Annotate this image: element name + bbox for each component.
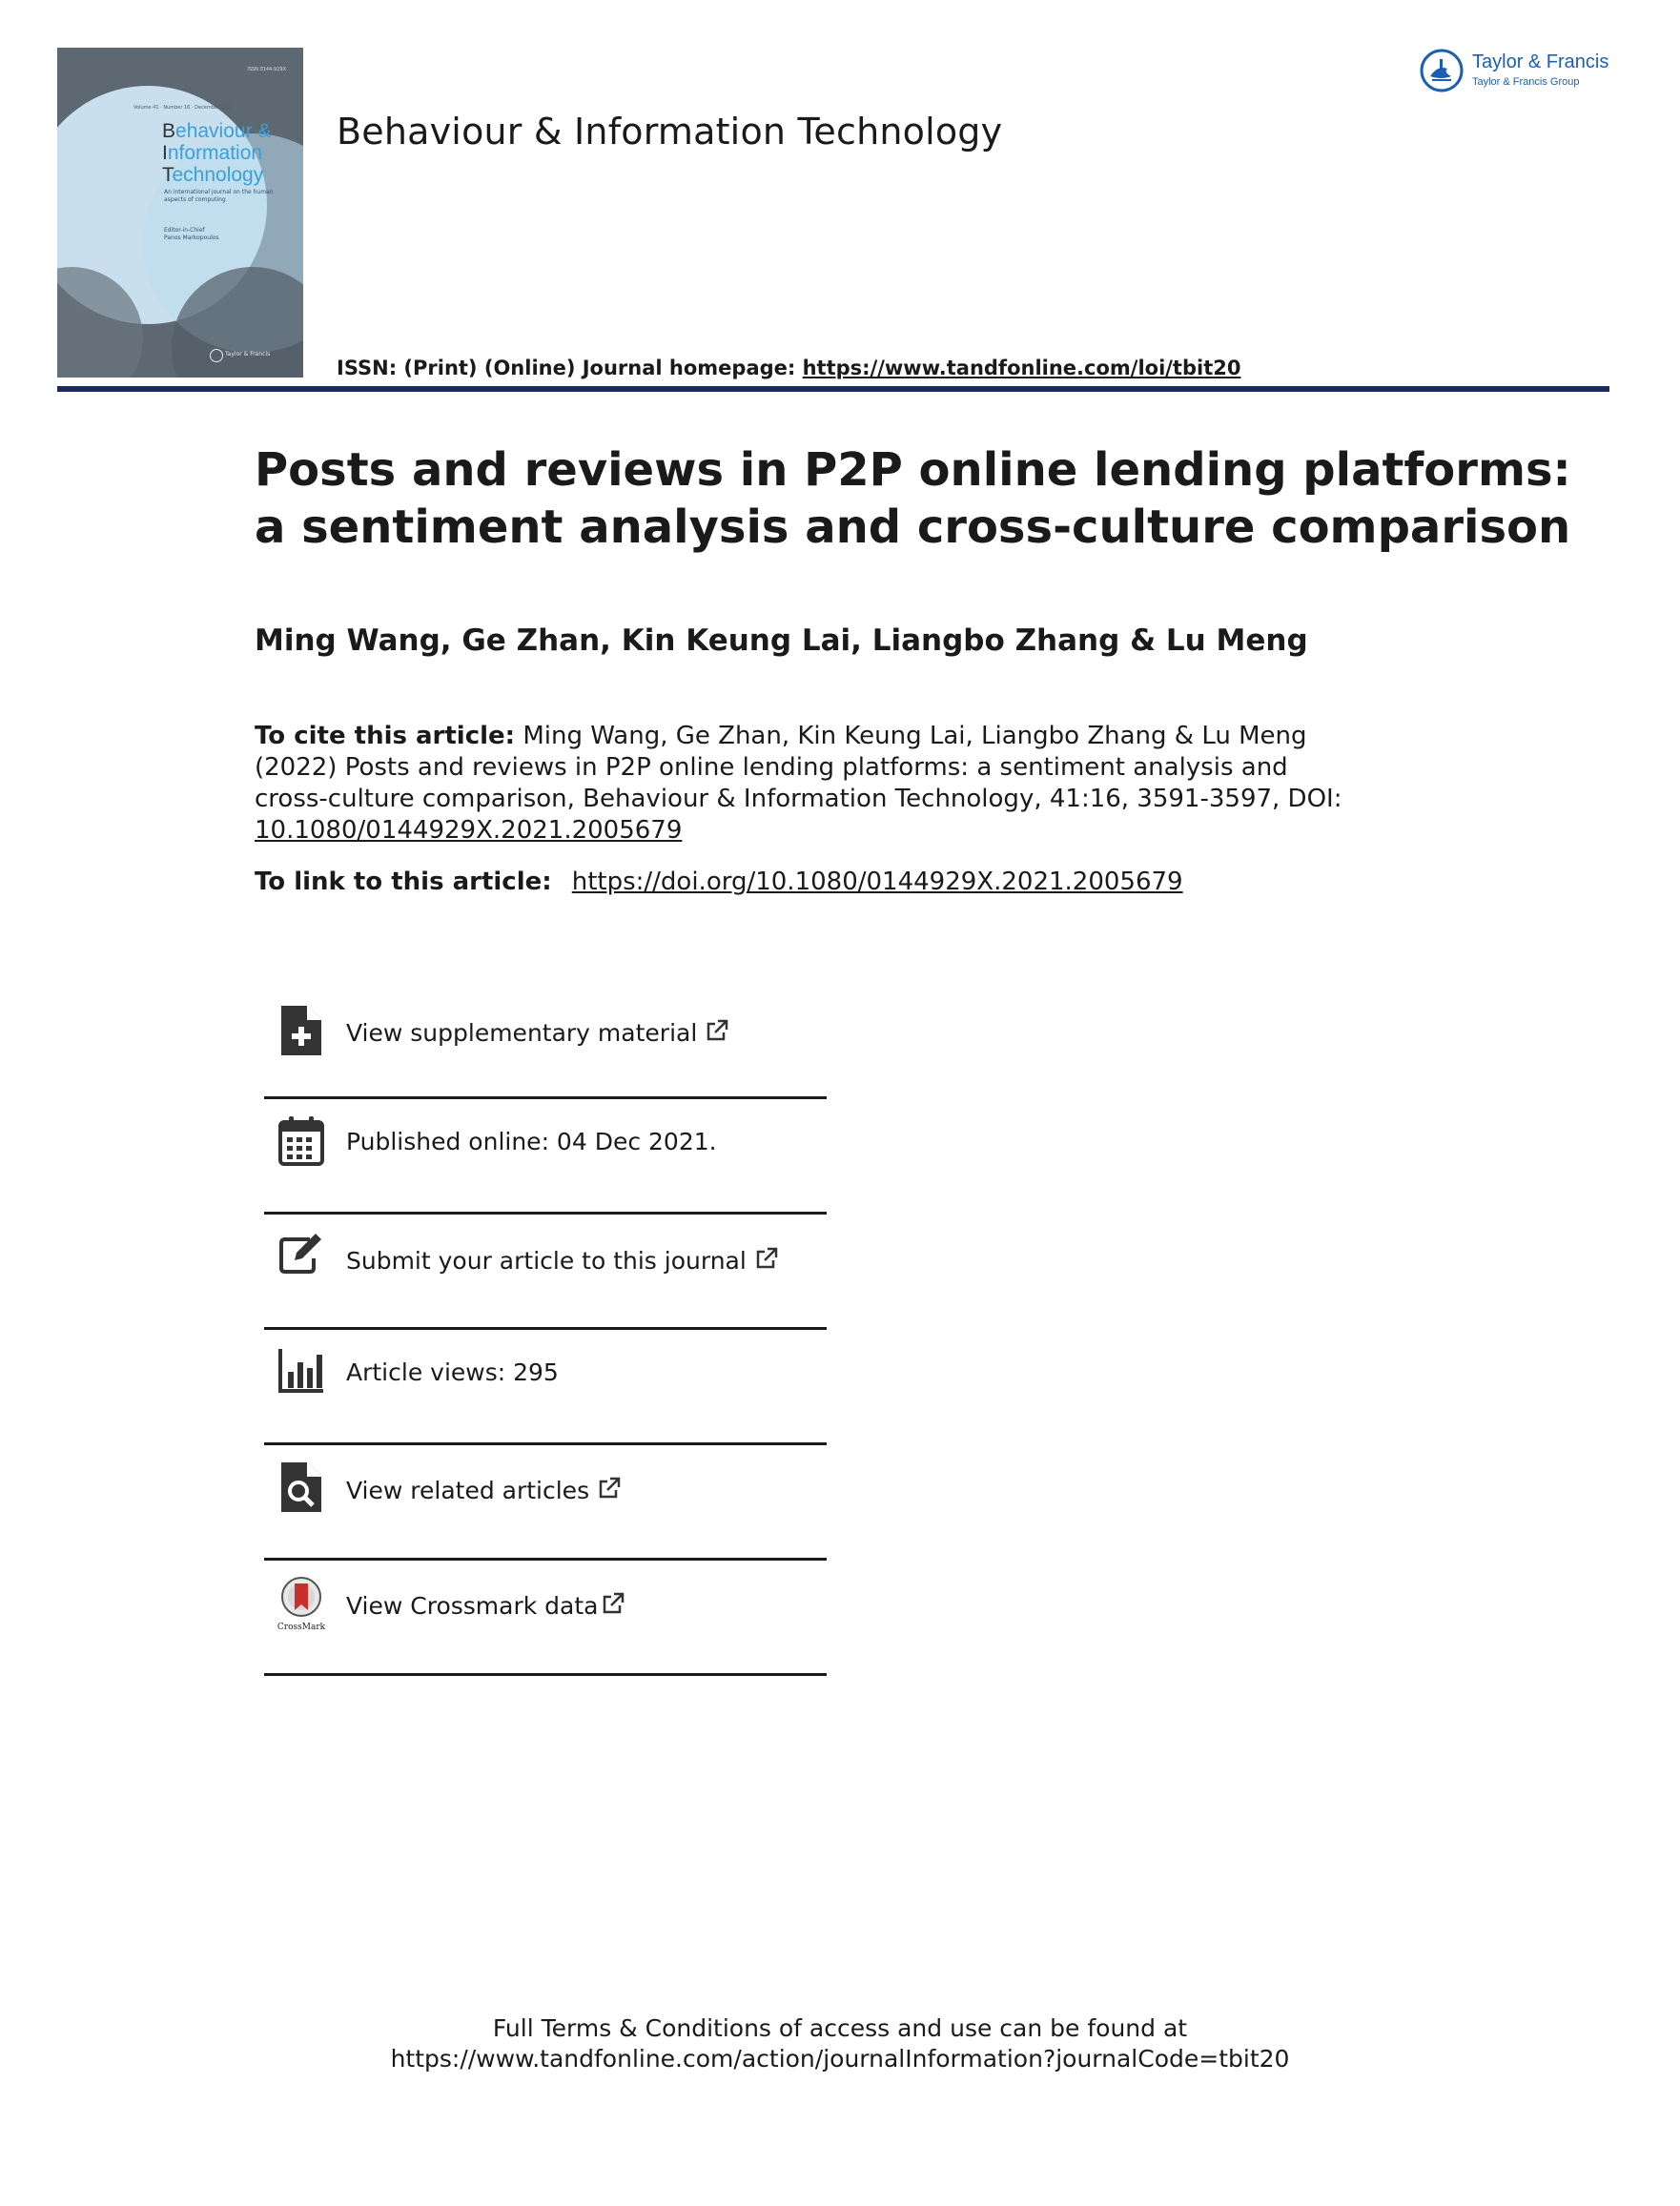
link-label: To link to this article: <box>255 868 561 896</box>
footer-line-1: Full Terms & Conditions of access and use can be found at <box>492 2014 1188 2042</box>
journal-title: Behaviour & Information Technology <box>337 111 1003 153</box>
article-authors: Ming Wang, Ge Zhan, Kin Keung Lai, Liangbo Zhang & Lu Meng <box>255 623 1308 658</box>
article-title: Posts and reviews in P2P online lending platforms: a sentiment analysis and cross-culture comparison <box>255 443 1571 554</box>
info-item-label: View related articles <box>346 1476 622 1504</box>
cover-title-line: Technology <box>162 164 264 186</box>
cite-text-2: (2022) Posts and reviews in P2P online lending platforms: a sentiment analysis and <box>255 753 1288 782</box>
cover-publisher: Taylor & Francis <box>225 351 271 357</box>
cover-subtitle: An international journal on the human aspects of computing <box>164 189 274 203</box>
file-search-icon <box>277 1460 325 1514</box>
info-item-label: Published online: 04 Dec 2021. <box>346 1128 717 1155</box>
cover-editor: Editor-in-Chief Panos Markopoulos <box>164 227 219 241</box>
header-divider <box>57 386 1609 392</box>
external-link-icon <box>754 1246 779 1271</box>
published-online-item <box>264 1099 827 1215</box>
info-item-label: Submit your article to this journal <box>346 1246 779 1275</box>
bar-chart-icon <box>277 1345 325 1399</box>
article-doi-link[interactable]: https://doi.org/10.1080/0144929X.2021.2005679 <box>571 868 1183 896</box>
publisher-logo[interactable] <box>1419 48 1619 95</box>
citation-block <box>255 721 1361 847</box>
submit-article-item[interactable] <box>264 1215 827 1330</box>
edit-icon <box>277 1230 325 1283</box>
footer-terms-url[interactable]: https://www.tandfonline.com/action/journalInformation?journalCode=tbit20 <box>390 2045 1290 2073</box>
cite-label: To cite this article: <box>255 722 516 750</box>
cover-title-line: Behaviour & <box>162 120 272 142</box>
cover-issn: ISSN 0144-929X <box>247 67 286 72</box>
cover-title-line: Information <box>162 142 263 164</box>
cover-title <box>162 120 271 186</box>
journal-homepage-link[interactable]: https://www.tandfonline.com/loi/tbit20 <box>802 357 1241 379</box>
issn-homepage-line <box>337 357 1240 379</box>
calendar-icon <box>277 1114 325 1168</box>
cite-doi-link[interactable]: 10.1080/0144929X.2021.2005679 <box>255 816 683 845</box>
article-views-item <box>264 1330 827 1445</box>
journal-cover-image <box>57 48 303 378</box>
info-item-label: Article views: 295 <box>346 1358 559 1386</box>
view-crossmark-item[interactable] <box>264 1561 827 1676</box>
file-plus-icon <box>277 1004 325 1057</box>
external-link-icon <box>601 1591 625 1616</box>
cover-publisher-logo-icon <box>210 349 223 362</box>
info-item-label: View Crossmark data <box>346 1591 625 1620</box>
article-info-list <box>264 987 827 1676</box>
terms-footer <box>0 2013 1680 2074</box>
publisher-group: Taylor & Francis Group <box>1472 76 1580 88</box>
cover-volume: Volume 41 · Number 16 · December 2022 <box>133 105 234 111</box>
issn-label: ISSN: (Print) (Online) Journal homepage: <box>337 357 803 379</box>
article-link-line <box>255 868 1183 896</box>
publisher-name: Taylor & Francis <box>1472 51 1609 72</box>
view-supplementary-material-item[interactable] <box>264 987 827 1099</box>
info-item-label: View supplementary material <box>346 1018 729 1047</box>
view-related-articles-item[interactable] <box>264 1445 827 1561</box>
cite-text-3: cross-culture comparison, Behaviour & Information Technology, 41:16, 3591-3597, DOI: <box>255 785 1342 813</box>
external-link-icon <box>597 1476 622 1501</box>
external-link-icon <box>705 1018 729 1043</box>
taylor-francis-icon <box>1419 48 1465 93</box>
crossmark-caption: CrossMark <box>277 1623 325 1632</box>
crossmark-icon <box>277 1576 325 1633</box>
cite-text-1: Ming Wang, Ge Zhan, Kin Keung Lai, Liangbo Zhang & Lu Meng <box>515 722 1307 750</box>
